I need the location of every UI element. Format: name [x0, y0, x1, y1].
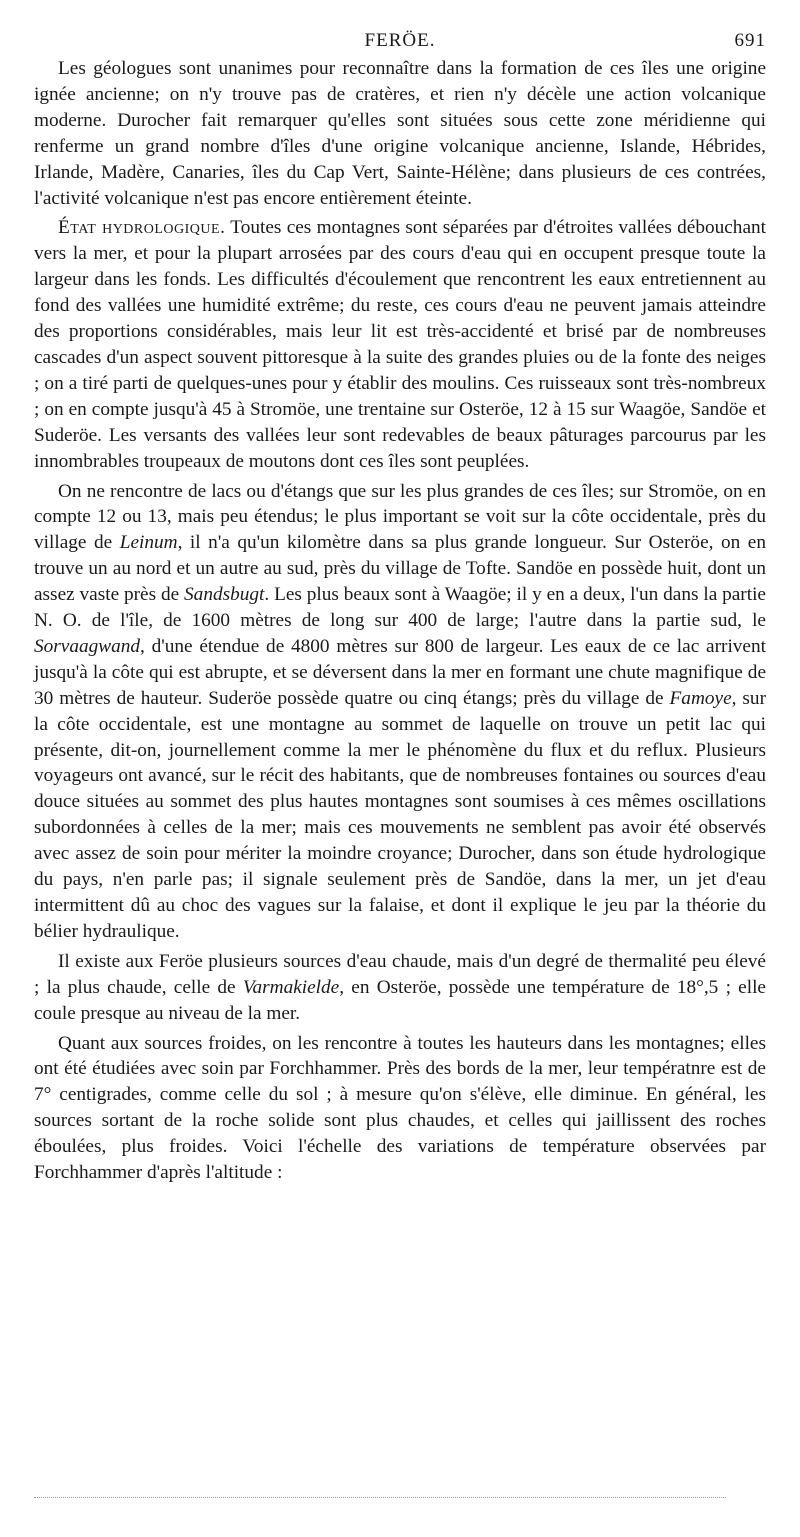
paragraph-geology	[34, 56, 766, 211]
lakes-text-e: , sur la côte occidentale, est une montagne au sommet de laquelle on trouve un petit lac qui présente, dit-on, journellement comme la mer le phénomène du flux et du reflux. Plusieurs voyageurs ont avancé, sur le récit des habitants, que de nombreuses fontaines ou sources d'eau douce situées au sommet des plus hautes montagnes sont soumises à ces mêmes oscillations subordonnées à celles de la mer; mais ces mouvements ne semblent pas avoir été observés avec assez de soin pour mériter la moindre croyance; Durocher, dans son étude hydrologique du pays, n'en parle pas; il signale seulement près de Sandöe, dans la mer, un jet d'eau intermittent dû au choc des vagues sur la falaise, et dont il explique le jeu par la théorie du bélier hydraulique.	[34, 687, 766, 942]
paragraph-hydrology	[34, 215, 766, 474]
lakes-text-b: , il n'a qu'un kilomètre dans sa plus grande longueur. Sur Osteröe, on en trouve un au nord et un autre au sud, près du village de Tofte. Sandöe en possède huit, dont un assez vaste près de	[34, 532, 766, 606]
body-text	[34, 56, 766, 1186]
lakes-text-a: On ne rencontre de lacs ou d'étangs que sur les plus grandes de ces îles; sur Stromöe, on en compte 12 ou 13, mais peu étendus; le plus important se voit sur la côte occidentale, près du village de	[34, 480, 766, 554]
lakes-text-c: . Les plus beaux sont à Waagöe; il y en a deux, l'un dans la partie N. O. de l'île, de 1600 mètres de long sur 400 de large; l'autre dans la partie sud, le	[34, 584, 766, 632]
page-number: 691	[734, 30, 766, 51]
paragraph-hydrology-text: Toutes ces montagnes sont séparées par d'étroites vallées débouchant vers la mer, et pour la plupart arrosées par des cours d'eau qui en occupent presque toute la largeur dans les fonds. Les difficultés d'écoulement que rencontrent les eaux entretiennent au fond des vallées une humidité extrême; du reste, ces cours d'eau ne peuvent jamais atteindre des proportions considérables, mais leur lit est très-accidenté et brisé par de nombreuses cascades d'un aspect souvent pittoresque à la suite des grandes pluies ou de la fonte des neiges ; on a tiré parti de quelques-unes pour y établir des moulins. Ces ruisseaux sont très-nombreux ; on en compte jusqu'à 45 à Stromöe, une trentaine sur Osteröe, 12 à 15 sur Waagöe, Sandöe et Suderöe. Les versants des vallées leur sont redevables de beaux pâturages parcourus par les innombrables troupeaux de moutons dont ces îles sont peuplées.	[34, 217, 766, 472]
hot-springs-text-a: Il existe aux Feröe plusieurs sources d'eau chaude, mais d'un degré de thermalité peu élevé ; la plus chaude, celle de	[34, 950, 766, 998]
place-leinum: Leinum	[119, 532, 178, 554]
place-famoye: Famoye	[669, 687, 732, 709]
paragraph-cold-springs	[34, 1031, 766, 1186]
paragraph-hot-springs	[34, 949, 766, 1027]
place-varmakielde: Varmakielde	[242, 976, 340, 998]
running-title: FERÖE.	[364, 30, 436, 51]
cold-springs-text: Quant aux sources froides, on les rencontre à toutes les hauteurs dans les montagnes; elles ont été étudiées avec soin par Forchhammer. Près des bords de la mer, leur températnre est de 7° centigrades, comme celle du sol ; à mesure qu'on s'élève, elle diminue. En général, les sources sortant de la roche solide sont plus chaudes, et celles qui jaillissent des roches éboulées, plus froides. Voici l'échelle des variations de température observées par Forchhammer d'après l'altitude :	[34, 1032, 766, 1184]
place-sandsbugt: Sandsbugt	[184, 584, 265, 606]
section-heading-hydrology: État hydrologique.	[58, 217, 226, 239]
page	[34, 30, 766, 1190]
hot-springs-text-b: , en Osteröe, possède une température de 18°,5 ; elle coule presque au niveau de la mer.	[34, 976, 766, 1024]
footer-dotted-rule	[34, 1497, 726, 1498]
paragraph-lakes	[34, 479, 766, 945]
lakes-text-d: , d'une étendue de 4800 mètres sur 800 de largeur. Les eaux de ce lac arrivent jusqu'à la côte qui est abrupte, et se déversent dans la mer en formant une chute magnifique de 30 mètres de hauteur. Suderöe possède quatre ou cinq étangs; près du village de	[34, 635, 766, 709]
running-head	[34, 30, 766, 56]
paragraph-geology-text: Les géologues sont unanimes pour reconnaître dans la formation de ces îles une origine ignée ancienne; on n'y trouve pas de cratères, et rien n'y décèle une action volcanique moderne. Durocher fait remarquer qu'elles sont situées sous cette zone méridienne qui renferme un grand nombre d'îles d'une origine volcanique ancienne, Islande, Hébrides, Irlande, Madère, Canaries, îles du Cap Vert, Sainte-Hélène; dans plusieurs de ces contrées, l'activité volcanique n'est pas encore entièrement éteinte.	[34, 58, 766, 209]
place-sorvaagwand: Sorvaagwand	[34, 635, 141, 657]
